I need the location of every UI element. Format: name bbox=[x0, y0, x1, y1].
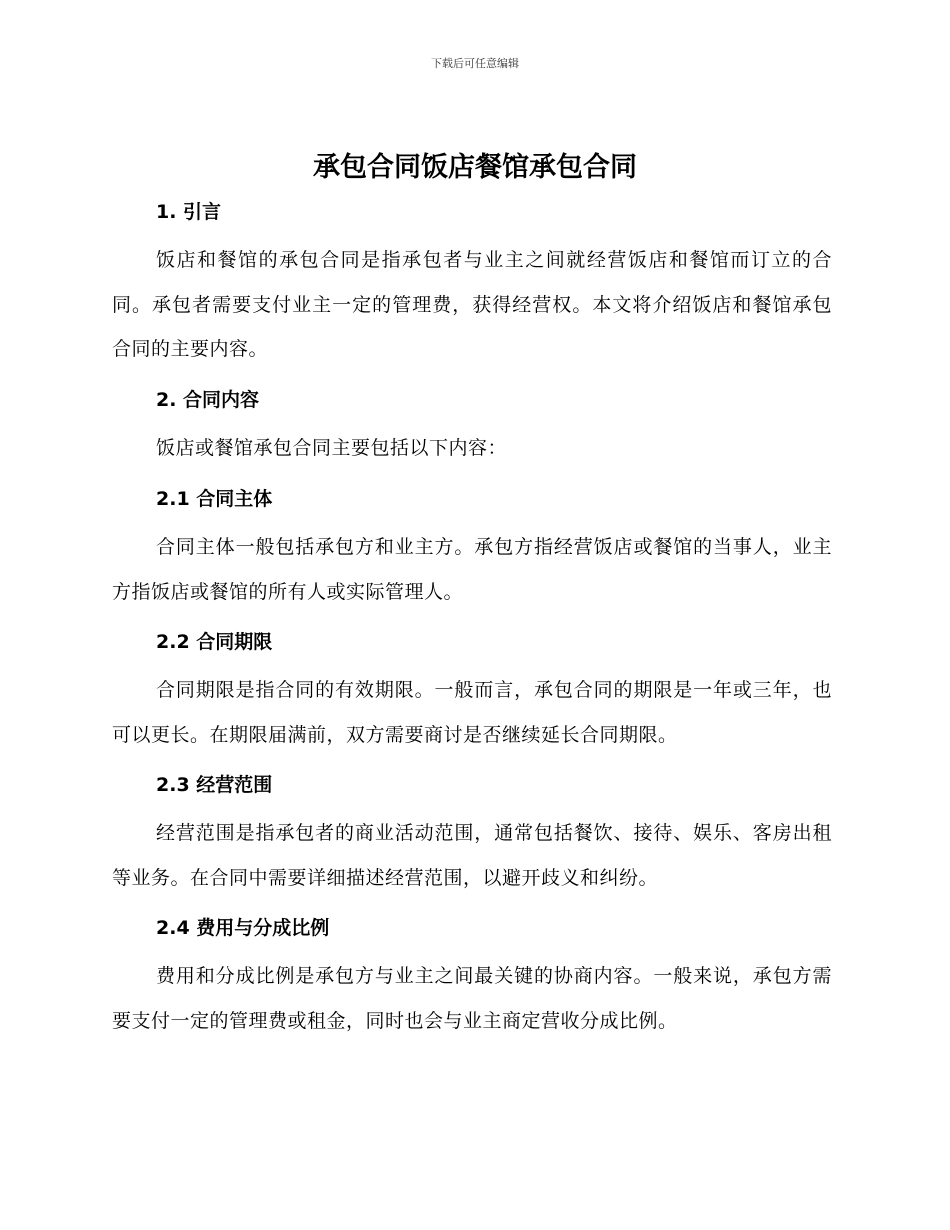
section-paragraph-contract-content: 饭店或餐馆承包合同主要包括以下内容： bbox=[156, 436, 508, 459]
document-title: 承包合同饭店餐馆承包合同 bbox=[313, 152, 637, 183]
section-heading-contract-parties: 2.1 合同主体 bbox=[156, 488, 273, 510]
section-paragraph-business-scope: 经营范围是指承包者的商业活动范围，通常包括餐饮、接待、娱乐、客房出租等业务。在合同中需要详细描述经营范围，以避开歧义和纠纷。 bbox=[112, 822, 832, 889]
section-heading-introduction: 1. 引言 bbox=[156, 201, 222, 223]
section-heading-fees-and-share: 2.4 费用与分成比例 bbox=[156, 917, 330, 939]
section-heading-business-scope: 2.3 经营范围 bbox=[156, 774, 273, 796]
section-paragraph-introduction: 饭店和餐馆的承包合同是指承包者与业主之间就经营饭店和餐馆而订立的合同。承包者需要支付业主一定的管理费，获得经营权。本文将介绍饭店和餐馆承包合同的主要内容。 bbox=[112, 249, 832, 360]
section-paragraph-fees-and-share: 费用和分成比例是承包方与业主之间最关键的协商内容。一般来说，承包方需要支付一定的管理费或租金，同时也会与业主商定营收分成比例。 bbox=[112, 965, 832, 1032]
section-heading-contract-term: 2.2 合同期限 bbox=[156, 631, 273, 653]
section-heading-contract-content: 2. 合同内容 bbox=[156, 388, 260, 411]
page-header-note: 下载后可任意编辑 bbox=[431, 57, 519, 70]
document-body bbox=[112, 196, 832, 1043]
section-paragraph-contract-term: 合同期限是指合同的有效期限。一般而言，承包合同的期限是一年或三年，也可以更长。在期限届满前，双方需要商讨是否继续延长合同期限。 bbox=[112, 679, 832, 746]
section-paragraph-contract-parties: 合同主体一般包括承包方和业主方。承包方指经营饭店或餐馆的当事人，业主方指饭店或餐馆的所有人或实际管理人。 bbox=[112, 536, 832, 603]
